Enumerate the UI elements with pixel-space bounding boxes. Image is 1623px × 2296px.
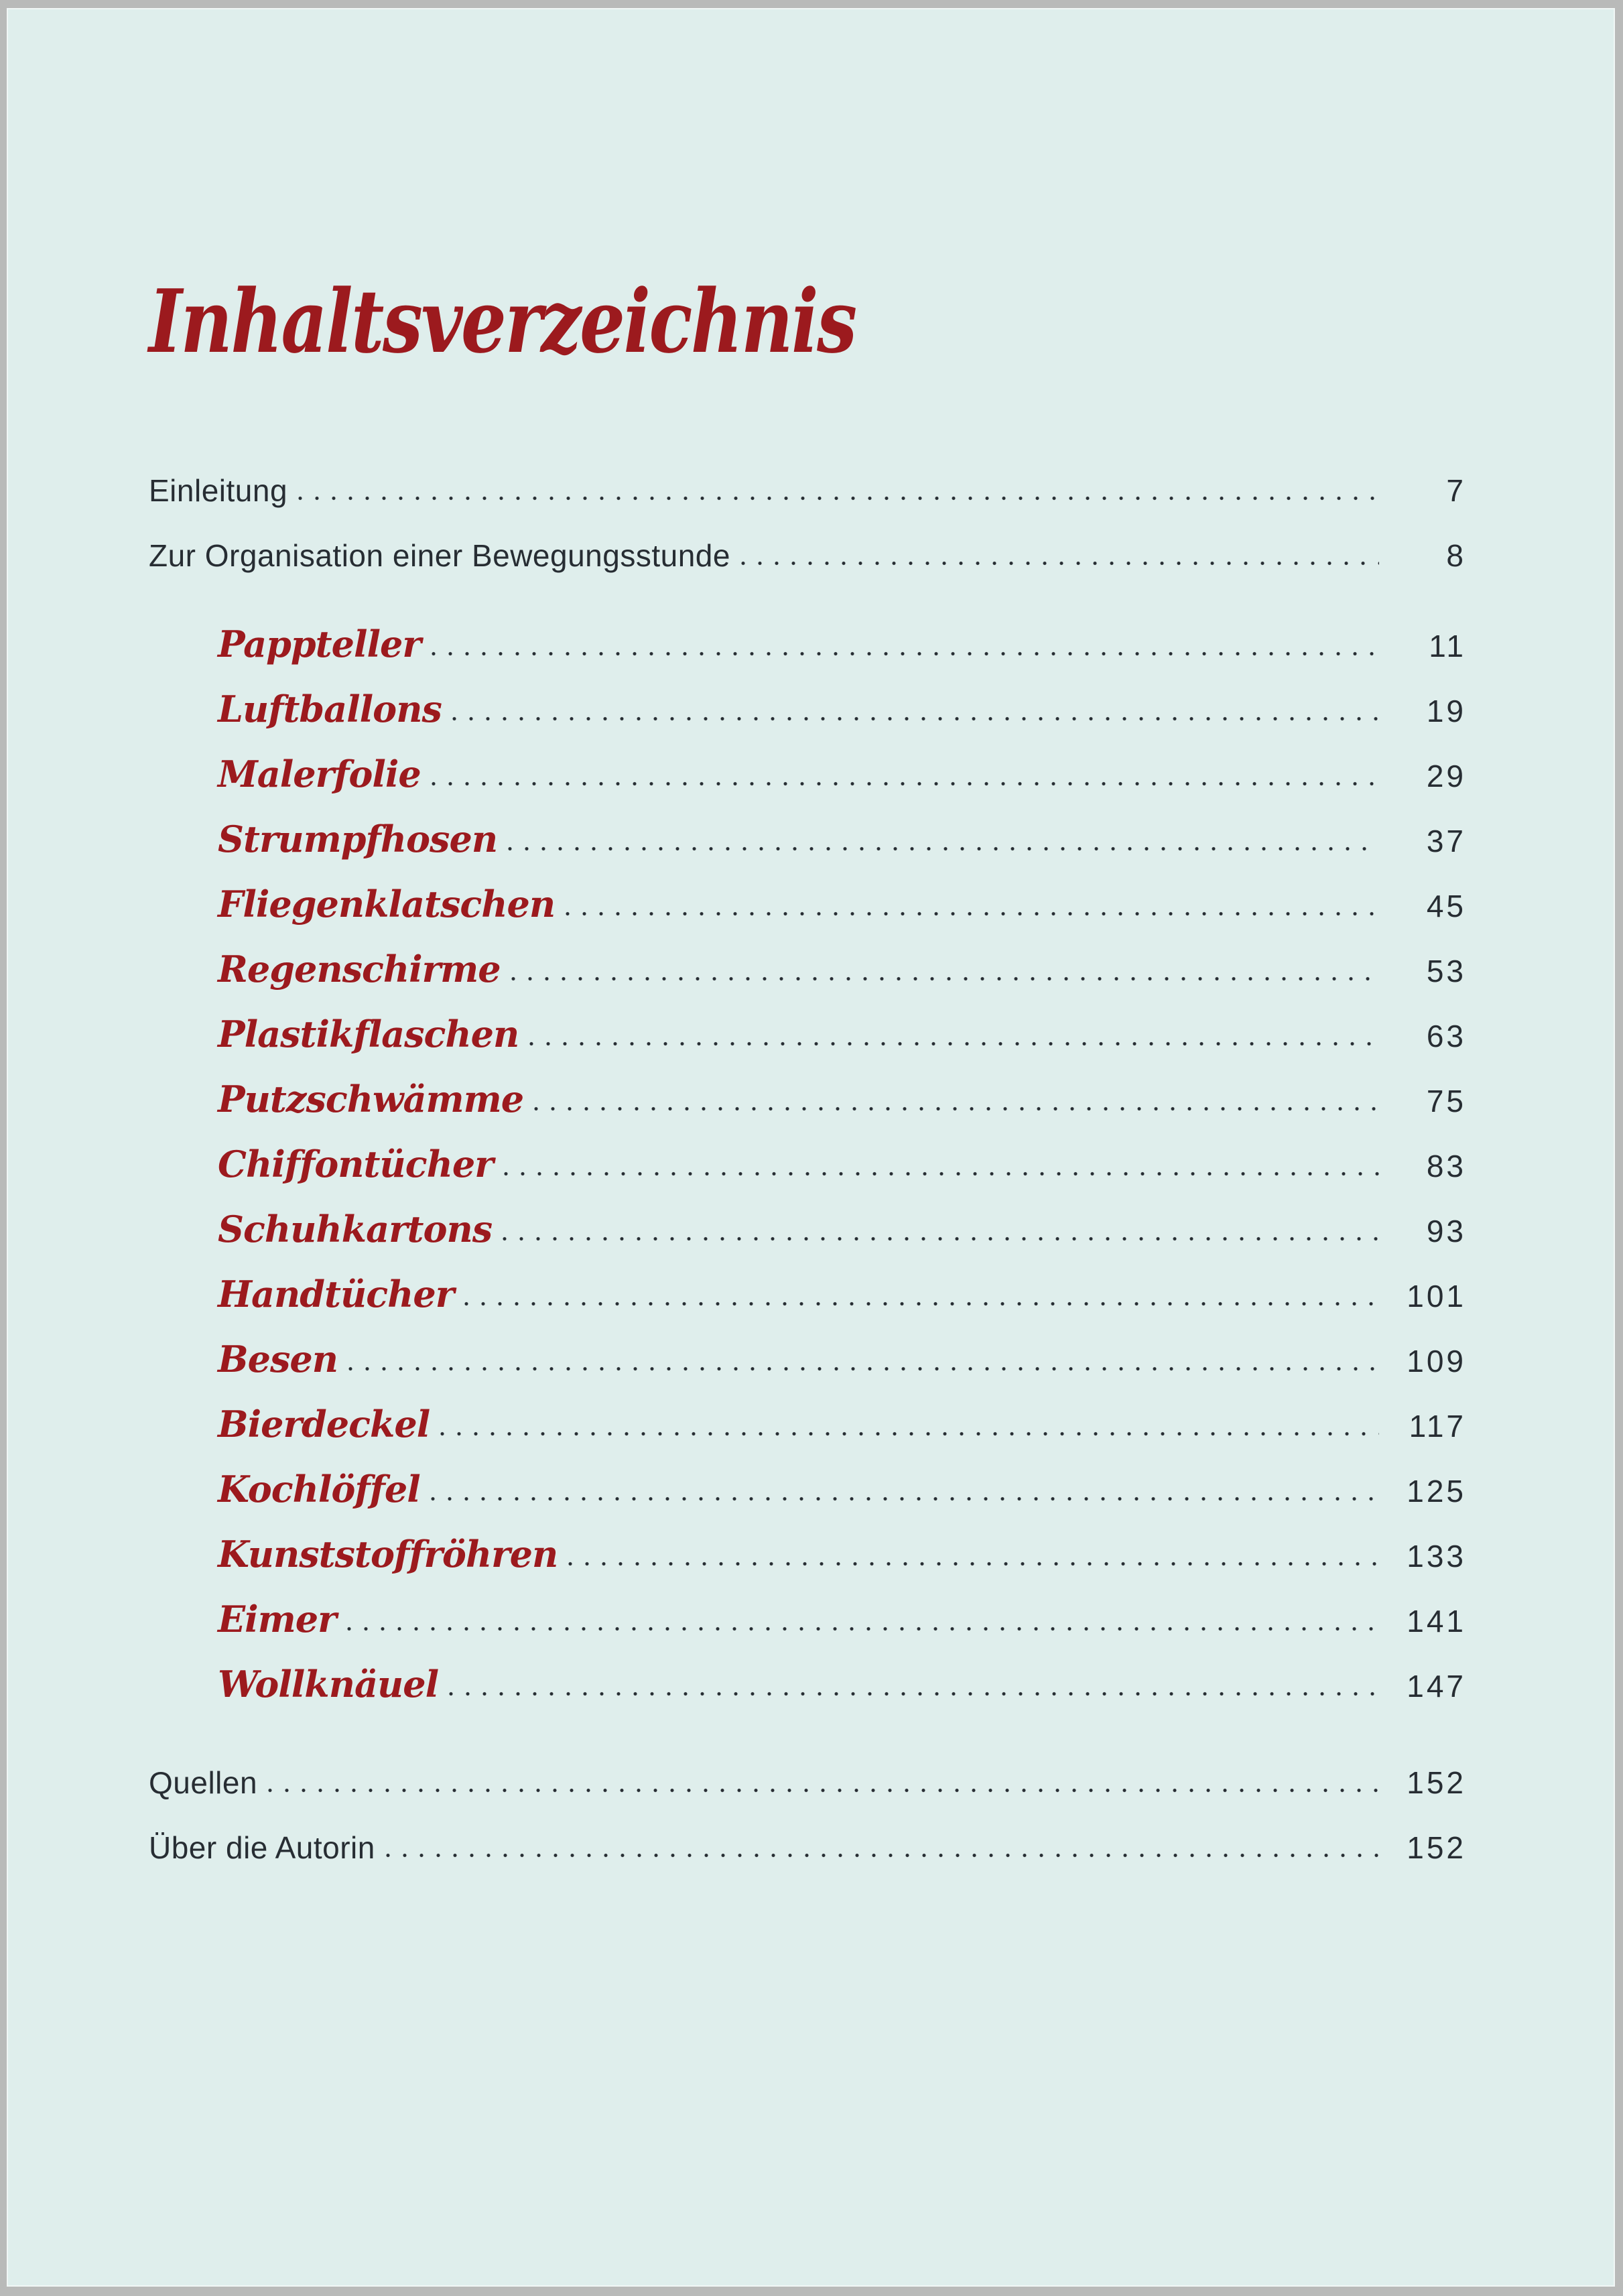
dot-leader xyxy=(432,651,1379,657)
toc-entry-label: Kunststoffröhren xyxy=(218,1533,558,1576)
toc-entry xyxy=(149,537,1466,602)
toc-entry xyxy=(218,883,1466,948)
toc-section-top xyxy=(149,472,1466,602)
toc-entry-label: Strumpfhosen xyxy=(218,818,498,860)
toc-entry xyxy=(218,623,1466,688)
toc-entry xyxy=(218,1208,1466,1273)
toc-entry-page: 101 xyxy=(1407,1279,1466,1314)
table-of-contents xyxy=(149,472,1466,1895)
toc-entry-page: 93 xyxy=(1426,1214,1466,1249)
toc-entry-page: 45 xyxy=(1426,889,1466,923)
toc-entry xyxy=(218,1338,1466,1403)
toc-entry xyxy=(218,1663,1466,1728)
toc-entry xyxy=(218,1078,1466,1143)
toc-entry-page: 63 xyxy=(1426,1019,1466,1054)
toc-entry-page: 37 xyxy=(1426,824,1466,858)
dot-leader xyxy=(386,1852,1379,1858)
dot-leader xyxy=(503,1236,1379,1242)
toc-entry xyxy=(218,818,1466,883)
toc-entry-label: Quellen xyxy=(149,1765,258,1800)
toc-entry-label: Kochlöffel xyxy=(218,1468,420,1511)
toc-entry xyxy=(149,472,1466,537)
toc-entry-label: Handtücher xyxy=(218,1273,454,1316)
toc-entry-page: 29 xyxy=(1426,759,1466,793)
toc-entry-label: Malerfolie xyxy=(218,753,421,795)
dot-leader xyxy=(566,911,1379,917)
toc-entry-page: 53 xyxy=(1426,954,1466,988)
toc-entry-page: 152 xyxy=(1407,1830,1466,1865)
toc-entry xyxy=(149,1830,1466,1895)
toc-entry xyxy=(218,1273,1466,1338)
dot-leader xyxy=(504,1171,1379,1177)
toc-section-bottom xyxy=(149,1765,1466,1895)
toc-entry-page: 75 xyxy=(1426,1084,1466,1119)
dot-leader xyxy=(432,781,1379,787)
toc-entry-label: Fliegenklatschen xyxy=(218,883,556,926)
toc-entry-label: Schuhkartons xyxy=(218,1208,493,1251)
toc-entry-label: Über die Autorin xyxy=(149,1830,375,1865)
toc-entry xyxy=(218,688,1466,753)
dot-leader xyxy=(534,1106,1379,1112)
dot-leader xyxy=(347,1626,1379,1632)
toc-entry-label: Chiffontücher xyxy=(218,1143,493,1186)
toc-entry xyxy=(218,1013,1466,1078)
toc-entry-label: Zur Organisation einer Bewegungsstunde xyxy=(149,538,730,573)
dot-leader xyxy=(529,1041,1379,1047)
toc-entry-page: 152 xyxy=(1407,1765,1466,1800)
dot-leader xyxy=(508,846,1379,852)
toc-entry-page: 117 xyxy=(1409,1409,1466,1444)
toc-entry-label: Eimer xyxy=(218,1598,336,1641)
toc-entry xyxy=(218,1143,1466,1208)
dot-leader xyxy=(568,1561,1379,1567)
toc-entry-page: 7 xyxy=(1446,473,1466,508)
toc-entry-label: Regenschirme xyxy=(218,948,501,991)
toc-entry-page: 133 xyxy=(1407,1539,1466,1574)
toc-entry-label: Pappteller xyxy=(218,623,421,665)
toc-entry-label: Einleitung xyxy=(149,473,288,508)
toc-entry-page: 141 xyxy=(1407,1604,1466,1639)
toc-entry-page: 109 xyxy=(1407,1344,1466,1379)
dot-leader xyxy=(268,1787,1379,1793)
toc-entry-label: Besen xyxy=(218,1338,338,1381)
dot-leader xyxy=(431,1496,1379,1502)
toc-entry-page: 83 xyxy=(1426,1149,1466,1184)
toc-entry-page: 8 xyxy=(1446,538,1466,573)
toc-entry xyxy=(218,948,1466,1013)
toc-entry xyxy=(149,1765,1466,1830)
dot-leader xyxy=(298,495,1379,501)
toc-entry xyxy=(218,1598,1466,1663)
toc-entry-page: 19 xyxy=(1426,694,1466,728)
toc-entry-label: Bierdeckel xyxy=(218,1403,430,1446)
toc-entry-label: Plastikflaschen xyxy=(218,1013,519,1056)
toc-entry-label: Wollknäuel xyxy=(218,1663,439,1706)
dot-leader xyxy=(452,716,1379,722)
toc-entry xyxy=(218,1468,1466,1533)
dot-leader xyxy=(440,1431,1379,1437)
dot-leader xyxy=(464,1301,1379,1307)
toc-section-chapters xyxy=(149,623,1466,1728)
dot-leader xyxy=(741,560,1379,566)
toc-entry xyxy=(218,1533,1466,1598)
page-title: Inhaltsverzeichnis xyxy=(149,270,856,373)
dot-leader xyxy=(511,976,1379,982)
toc-entry xyxy=(218,1403,1466,1468)
toc-entry-page: 147 xyxy=(1407,1669,1466,1704)
dot-leader xyxy=(449,1691,1379,1697)
toc-entry-label: Putzschwämme xyxy=(218,1078,524,1121)
toc-entry-page: 125 xyxy=(1407,1474,1466,1509)
toc-entry-page: 11 xyxy=(1429,629,1466,663)
toc-entry-label: Luftballons xyxy=(218,688,442,730)
book-page xyxy=(7,8,1615,2287)
toc-entry xyxy=(218,753,1466,818)
dot-leader xyxy=(348,1366,1379,1372)
